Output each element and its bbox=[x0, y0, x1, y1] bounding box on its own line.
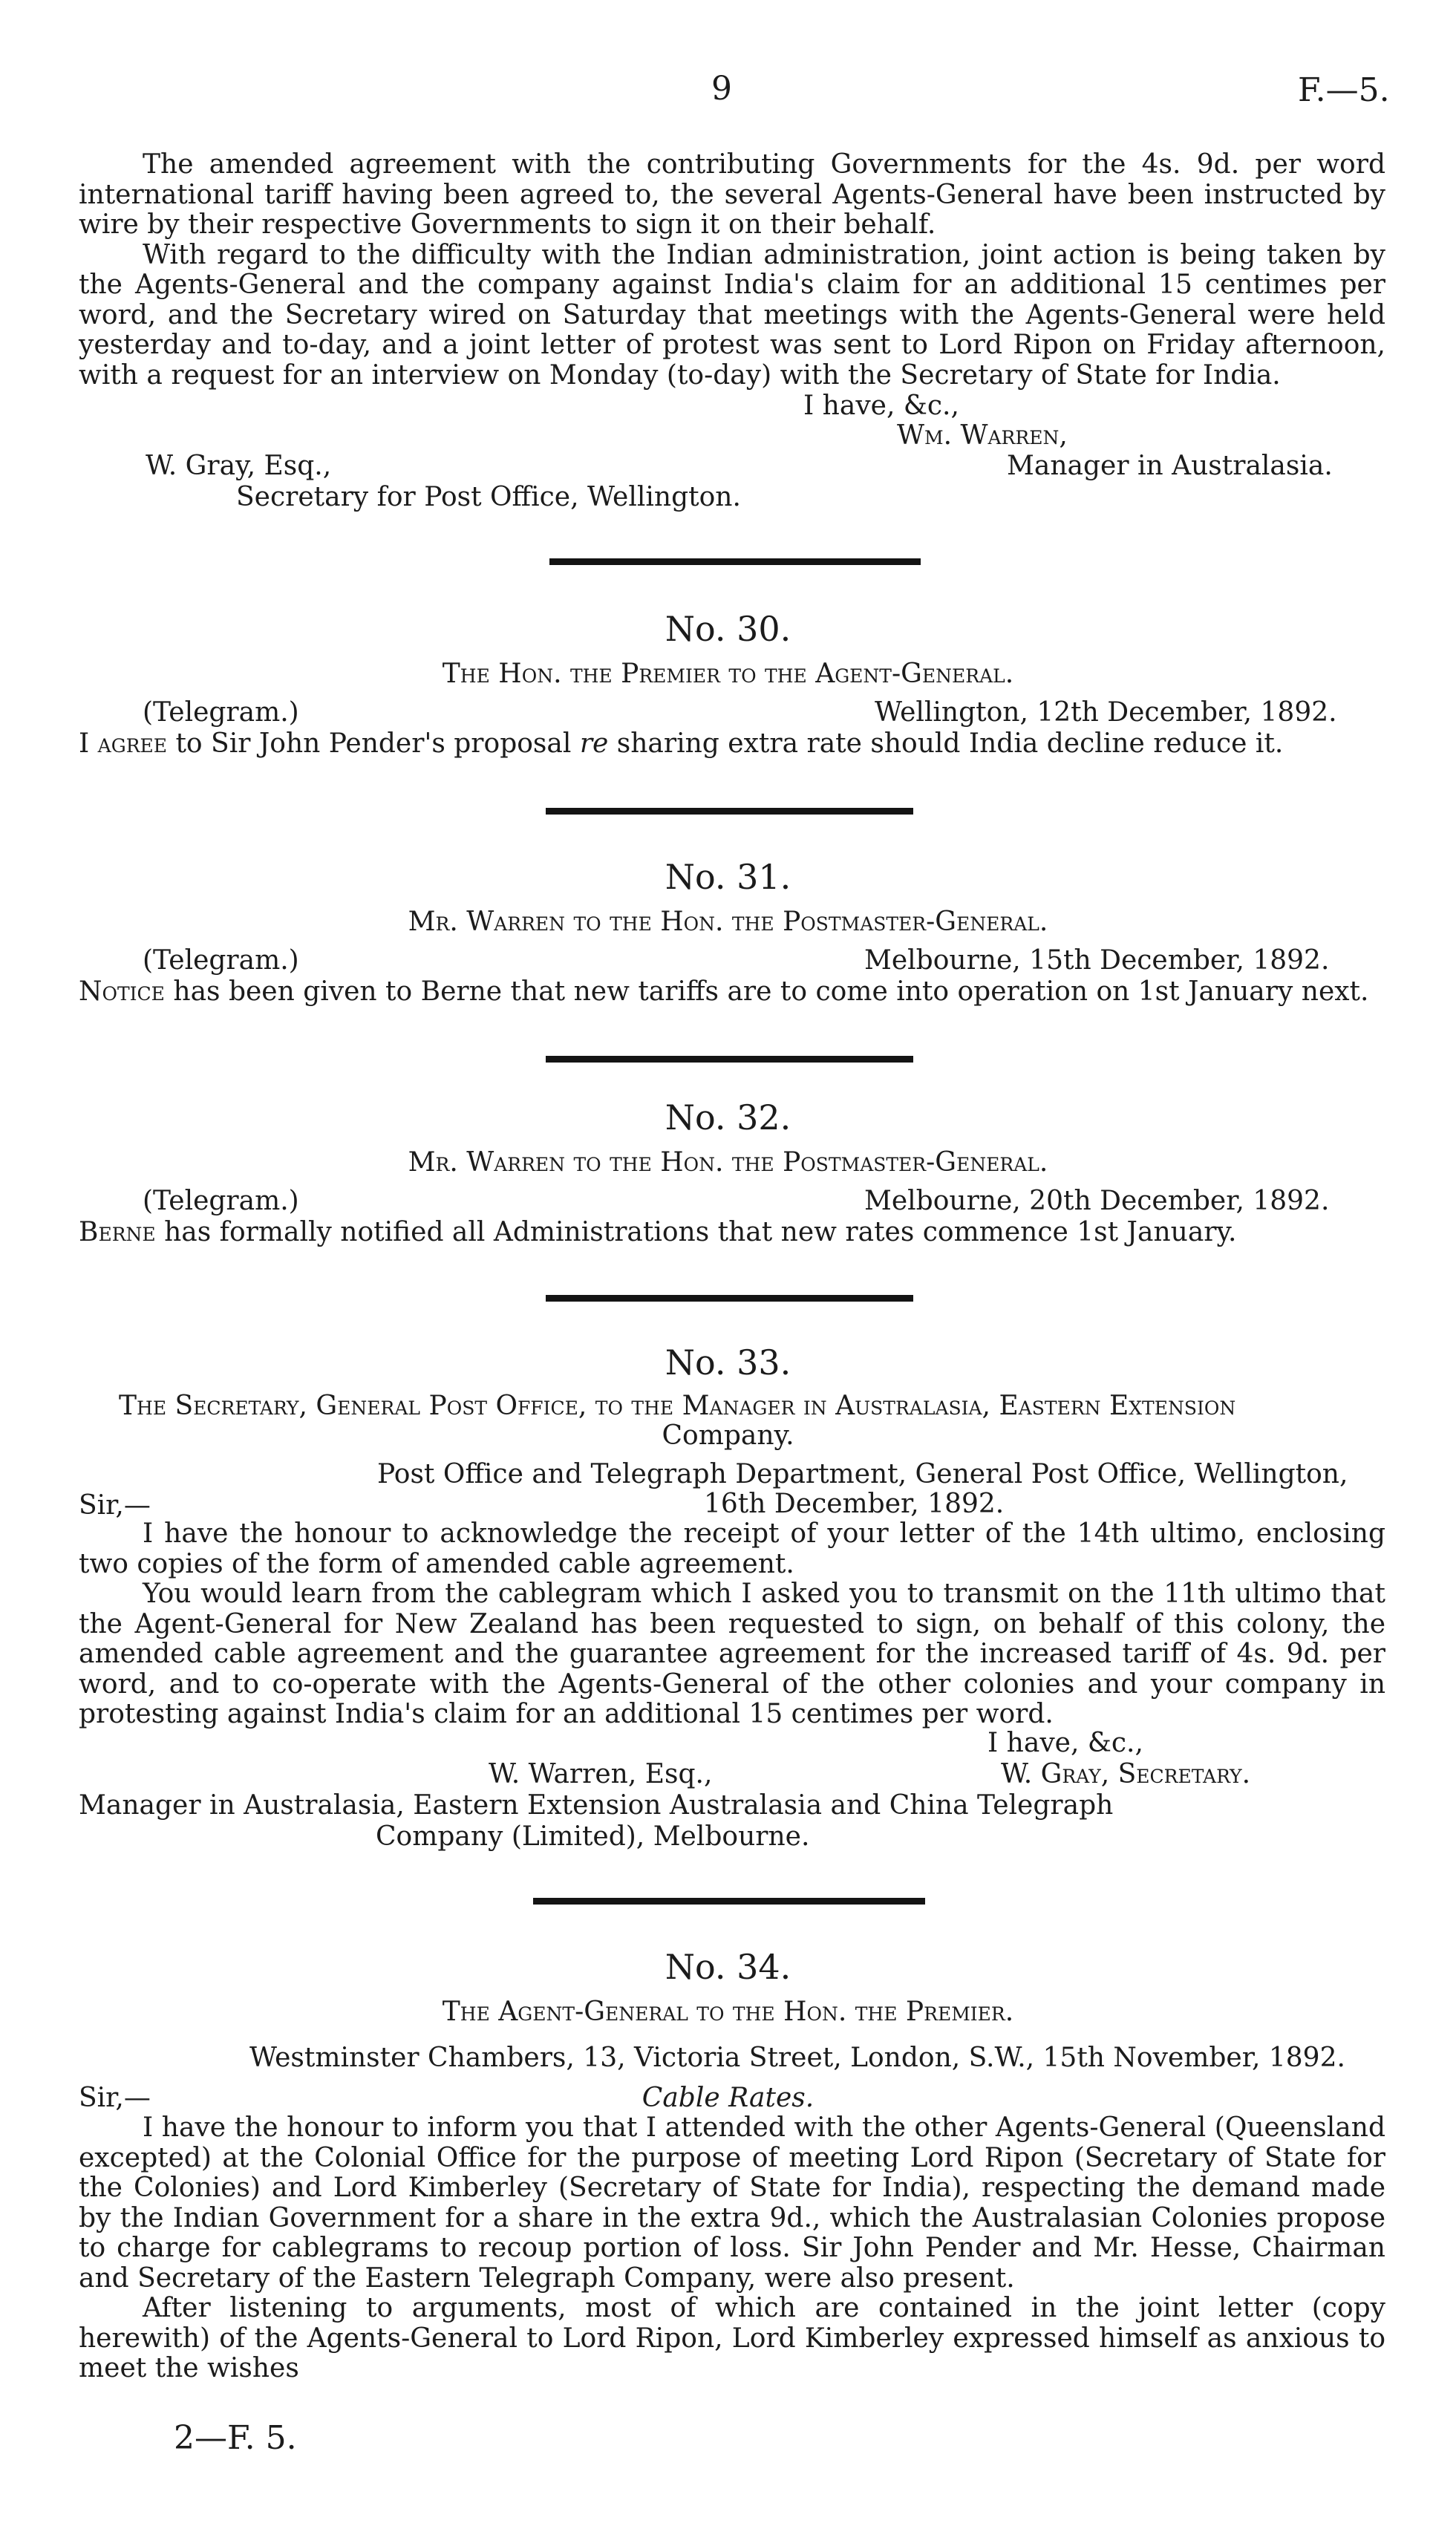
item-heading: Mr. Warren to the Hon. the Postmaster-General. bbox=[408, 907, 1048, 937]
item-heading: The Secretary, General Post Office, to the Manager in Australasia, Eastern Extension bbox=[119, 1391, 1236, 1421]
place-date: Melbourne, 20th December, 1892. bbox=[864, 1186, 1330, 1216]
signature-mark: 2—F. 5. bbox=[174, 2419, 297, 2457]
body-text: sharing extra rate should India decline reduce it. bbox=[608, 728, 1284, 759]
body-text: to Sir John Pender's proposal bbox=[167, 728, 580, 759]
item-heading-continued: Company. bbox=[662, 1420, 794, 1451]
addressee-name: W. Gray, Esq., bbox=[146, 451, 332, 481]
paragraph: I have the honour to acknowledge the receipt of your letter of the 14th ultimo, enclosing two copies of the form of amended cable agreement. bbox=[79, 1518, 1385, 1579]
continued-letter-body bbox=[79, 150, 1385, 391]
paragraph: You would learn from the cablegram which I asked you to transmit on the 11th ultimo that the Agent-General for New Zealand has been requested to sign, on behalf of this colony, the amended cable agreement and the guarantee agreement for the increased tariff of 4s. 9d. per word, and to co-operate with the Agents-General of the other colonies and your company in protesting against India's claim for an additional 15 centimes per word. bbox=[79, 1579, 1385, 1729]
place-date: Melbourne, 15th December, 1892. bbox=[864, 945, 1330, 976]
paragraph: I have the honour to inform you that I attended with the other Agents-General (Queensland excepted) at the Colonial Office for the purpose of meeting Lord Ripon (Secretary of State for the Colonies) and Lord Kimberley (Secretary of State for India), respecting the demand made by the Indian Government for a share in the extra 9d., which the Australasian Colonies propose to charge for cablegrams to recoup portion of loss. Sir John Pender and Mr. Hesse, Chairman and Secretary of the Eastern Telegraph Company, were also present. bbox=[79, 2112, 1385, 2294]
lead-word: Notice bbox=[79, 976, 165, 1007]
addressee-title: Manager in Australasia, Eastern Extension Australasia and China Telegraph bbox=[79, 1790, 1114, 1821]
item-number: No. 32. bbox=[665, 1097, 791, 1138]
subject-line bbox=[0, 2083, 1456, 2113]
section-divider bbox=[546, 1056, 913, 1063]
section-divider bbox=[546, 808, 913, 815]
sender-address: Post Office and Telegraph Department, General Post Office, Wellington, bbox=[377, 1459, 1348, 1489]
item-number: No. 30. bbox=[665, 609, 791, 649]
paragraph: After listening to arguments, most of which are contained in the joint letter (copy herewith) of the Agents-General to Lord Ripon, Lord Kimberley expressed himself as anxious to meet the wishes bbox=[79, 2293, 1385, 2383]
signer-name: Wm. Warren, bbox=[897, 420, 1068, 451]
item-number: No. 33. bbox=[665, 1342, 791, 1383]
letter-body bbox=[79, 2113, 1385, 2384]
document-reference: F.—5. bbox=[1298, 71, 1390, 109]
signer-name: W. Gray, Secretary. bbox=[1001, 1759, 1251, 1789]
subject-text: Cable Rates. bbox=[642, 2083, 814, 2113]
section-divider bbox=[546, 1295, 913, 1302]
item-heading: The Hon. the Premier to the Agent-General. bbox=[442, 659, 1014, 689]
salutation: Sir,— bbox=[79, 1490, 151, 1521]
letter-body bbox=[79, 1519, 1385, 1730]
place-date: Wellington, 12th December, 1892. bbox=[875, 697, 1337, 728]
item-heading: Mr. Warren to the Hon. the Postmaster-General. bbox=[408, 1147, 1048, 1178]
body-text: has formally notified all Administrations that new rates commence 1st January. bbox=[155, 1217, 1237, 1247]
addressee-title-continued: Company (Limited), Melbourne. bbox=[376, 1821, 810, 1852]
item-number: No. 31. bbox=[665, 857, 791, 897]
telegram-label: (Telegram.) bbox=[143, 697, 299, 728]
salutation: Sir,— bbox=[79, 2083, 151, 2113]
section-divider bbox=[533, 1898, 925, 1905]
sender-address: Westminster Chambers, 13, Victoria Street, London, S.W., 15th November, 1892. bbox=[249, 2043, 1345, 2073]
page-number: 9 bbox=[711, 70, 732, 108]
body-italic: re bbox=[579, 728, 609, 759]
paragraph: The amended agreement with the contributing Governments for the 4s. 9d. per word international tariff having been agreed to, the several Agents-General have been instructed by wire by their respective Governments to sign it on their behalf. bbox=[79, 149, 1385, 240]
closing: I have, &c., bbox=[987, 1728, 1143, 1758]
letter-date: 16th December, 1892. bbox=[704, 1489, 1005, 1519]
closing: I have, &c., bbox=[803, 391, 959, 421]
telegram-body bbox=[79, 977, 1368, 1007]
lead-word: Berne bbox=[79, 1217, 156, 1247]
body-text: has been given to Berne that new tariffs are to come into operation on 1st January next. bbox=[164, 976, 1369, 1007]
telegram-label: (Telegram.) bbox=[143, 945, 299, 976]
telegram-body bbox=[79, 729, 1283, 759]
addressee-title: Secretary for Post Office, Wellington. bbox=[236, 482, 741, 512]
paragraph: With regard to the difficulty with the Indian administration, joint action is being taken by the Agents-General and the company against India's claim for an additional 15 centimes per word, and the Secretary wired on Saturday that meetings with the Agents-General were held yesterday and to-day, and a joint letter of protest was sent to Lord Ripon on Friday afternoon, with a request for an interview on Monday (to-day) with the Secretary of State for India. bbox=[79, 239, 1385, 391]
lead-word: I agree bbox=[79, 728, 168, 759]
telegram-body bbox=[79, 1218, 1237, 1247]
item-heading: The Agent-General to the Hon. the Premier. bbox=[442, 1997, 1014, 2027]
item-number: No. 34. bbox=[665, 1947, 791, 1987]
telegram-label: (Telegram.) bbox=[143, 1186, 299, 1216]
addressee-name: W. Warren, Esq., bbox=[489, 1759, 713, 1789]
signer-title: Manager in Australasia. bbox=[1007, 451, 1333, 481]
section-divider bbox=[549, 558, 921, 565]
